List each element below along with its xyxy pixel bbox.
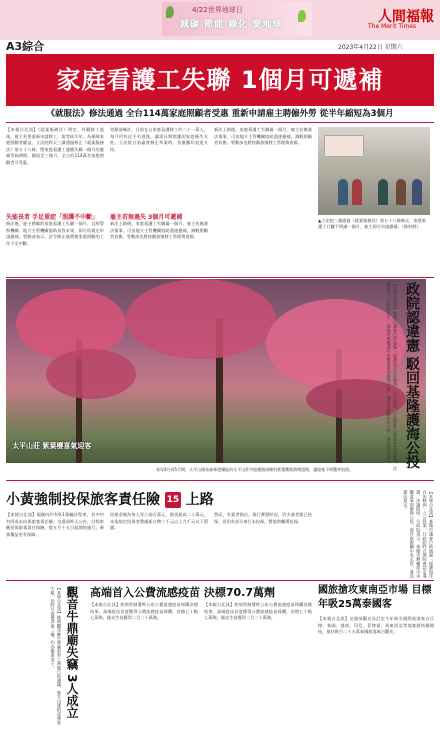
main-article-col2b: 新法上路後，家庭看護工失聯滿一個月，雇主若無違法情事，可由地方主管機關協助盡速遞補，減輕照顧者負擔。勞動部也將持續加強移工管理與查緝。 — [110, 221, 208, 240]
cherry-blossom-caption: 太平山莊 紫葉櫻喜氣迎客 — [12, 442, 92, 450]
date-badge: 15 — [165, 492, 181, 508]
divider — [6, 277, 434, 278]
temple-theft-headline: 觀音牛鼎廟失竊 3人成立 — [65, 586, 79, 719]
taxi-insurance-headline — [6, 489, 214, 509]
main-article-col1: 【本報台北訊】《就業服務法》明定，外籍移工逃逸，雇主若要重新申請移工，需等候半年。為保障家庭照顧者權益，立法院昨天三讀通過修正《就業服務法》第五十八條，將家庭看護工連續失聯一個月的遞補等候時間，縮短至三個月，全台約114萬名家庭照顧者可受惠。 — [6, 127, 104, 165]
taxi-article-col1: 【本報台北訊】現國內約有9.1萬輛計程車，其中約有四成未投保旅客責任險，交通部昨天公告，計程車應投保旅客責任保險，從五月十五日起開始施行，乘客權益更有保障。 — [6, 512, 104, 537]
newspaper-logo: 人間福報 — [378, 9, 434, 25]
vaccine-article-col1: 【本報台北訊】疾病管制署昨公布公費流感疫苗採購決標結果，高端疫苗首度獲得公費流感疫苗採購，決標七十點七萬劑，國光生技獲得二百二十萬劑。 — [90, 602, 198, 621]
tourism-article-body: 【本報台北訊】交通部觀光局訂定今年吸引國際旅客來台目標，泰國、越南、印尼、菲律賓、馬來西亞等地客源持續開拓，預估吸引二十五萬泰國旅客來台觀光。 — [318, 616, 434, 635]
blossom-cluster — [46, 349, 136, 399]
divider — [6, 480, 434, 481]
person-figure — [338, 179, 348, 205]
right-article-headline: 政院認違憲 駁回基隆護海公投 — [404, 282, 420, 469]
main-article-subtitle1: 失能長者 手足重症「照護不中斷」 — [6, 214, 99, 221]
page-section-label: A3綜合 — [6, 40, 45, 53]
taxi-article-col2: 投保金額為每人死亡兩百萬元、傷害最高二十萬元，未依規定投保者將處新台幣三千元以上九千元以下罰鍰。 — [110, 512, 208, 531]
issue-date: 2023年4月22日 星期六 — [338, 44, 403, 51]
cherry-blossom-description: 每年4月到5月間，太平山國家森林遊樂區的太平山莊中庭種植兩棵的紫葉櫻都熱鬧盛開，讓遊客不時驚呼拍照。 — [156, 467, 354, 472]
tourism-headline: 國旅搶攻東南亞市場 目標年吸25萬泰國客 — [318, 585, 432, 610]
main-article-subtitle2: 雇主若無過失 3個月可遞補 — [110, 214, 183, 221]
leaf-icon — [298, 10, 306, 22]
legislature-photo — [318, 127, 430, 215]
person-figure — [396, 179, 406, 205]
main-subheadline: 《就服法》修法通過 全台114萬家庭照顧者受惠 重新申請雇主聘僱外勞 從半年縮短為3個月 — [46, 109, 394, 119]
vaccine-article-col2: 【本報台北訊】疾病管制署昨公布公費流感疫苗採購決標結果，高端疫苗首度獲得公費流感疫苗採購，決標七十點七萬劑，國光生技獲得二百二十萬劑。 — [204, 602, 312, 621]
divider — [6, 122, 434, 123]
newspaper-english-name: The Merit Times — [368, 23, 417, 30]
taxi-headline-b: 上路 — [185, 492, 214, 508]
main-article-col1b: 修法後，雇主聘僱的家庭看護工失聯一個月，且經警察機關、地方主管機關協助尋找未果，即可依規定申請遞補，勞動部表示，法令修正後將使家庭照顧的工作不至中斷。 — [6, 221, 104, 246]
blossom-cluster — [16, 289, 126, 359]
main-article-col3: 新法上路後，家庭看護工失聯滿一個月，雇主若無違法情事，可由地方主管機關協助盡速遞補，減輕照顧者負擔。勞動部也將持續加強移工管理與查緝。 — [214, 127, 312, 146]
leaf-icon — [166, 6, 174, 18]
main-article-col2: 勞動部統計，目前在台家庭看護移工約二十一萬人，每月約有近千名逃逸，讓需長期照護的家庭頓失支柱。立法院日前審查修正草案時，各黨團均表達支持。 — [110, 127, 208, 152]
earth-day-banner — [162, 2, 312, 36]
vaccine-headline: 高端首入公費流感疫苗 決標70.7萬劑 — [90, 586, 275, 599]
earth-day-date: 4/22世界地球日 — [192, 6, 243, 14]
taxi-article-col3: 然而，有業者指出，現行實際狀況，許多業者都已投保，但仍有部分車行未投保，將協助輔導投保。 — [214, 512, 312, 524]
temple-theft-body: 【本報台北訊】桃園觀音鄉牛鼎廟供奉之神像日前遭竊，警方迅速組成專案小組，於昨日查獲涉案三嫌，均為無業男子。 — [50, 586, 62, 725]
blossom-cluster — [126, 279, 276, 359]
main-headline: 家庭看護工失聯 1個月可遞補 — [6, 54, 434, 106]
divider — [6, 580, 434, 581]
person-figure — [378, 179, 388, 205]
screen-icon — [324, 135, 364, 157]
person-figure — [352, 179, 362, 205]
legislature-photo-caption: ▲立法院三讀通過《就業服務法》第五十八條修正，家庭看護工行蹤不明滿一個月，雇主即可申請遞補。（資料照） — [318, 218, 426, 229]
person-figure — [412, 179, 422, 205]
earth-day-slogan: 減碳 節能 綠化 愛地球 — [180, 20, 283, 30]
right-article-body: 【本報台北訊】基隆市議會日前通過「保護海洋自治條例」之公投案，行政院昨召開院會認定違憲，決議駁回。行政院表示，基隆市無權就中央權責事項辦理公投，海洋資源屬中央主管，違反憲法規定。 — [386, 282, 398, 471]
taxi-headline-a: 小黃強制投保旅客責任險 — [6, 492, 160, 508]
right-article-body-continued: 【本報台北訊】基隆市議會日前通過「保護海洋自治條例」之公投案，行政院昨召開院會認定違憲，決議駁回。行政院表示，基隆市無權就中央權責事項辦理公投，海洋資源屬中央主管，違反憲法規定。 — [403, 490, 434, 578]
